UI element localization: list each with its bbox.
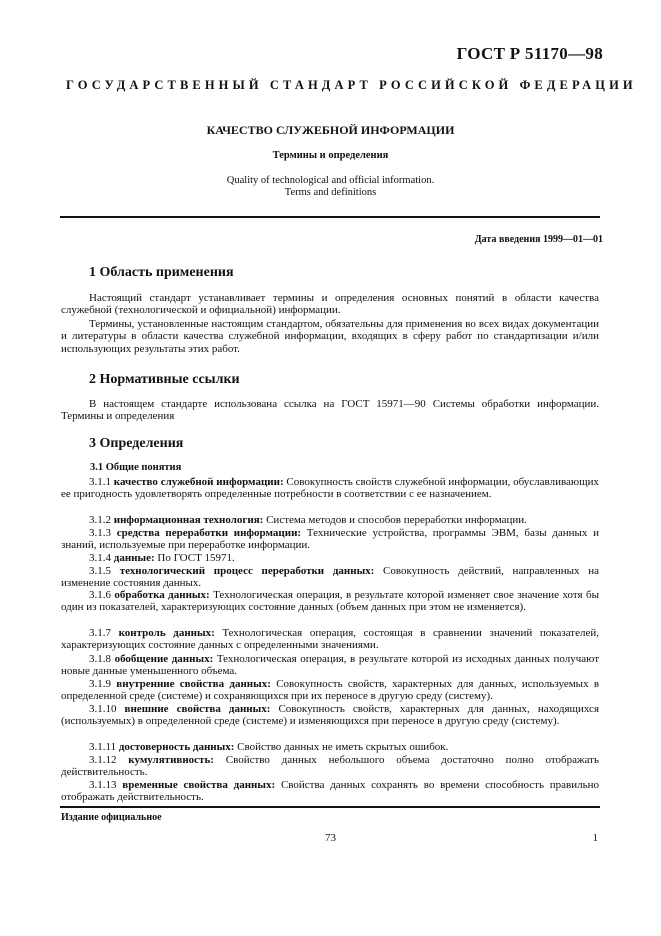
definition-term: средства переработки информации:	[116, 527, 302, 539]
definition-term: временные свойства данных:	[122, 779, 276, 791]
definition-number: 3.1.11	[89, 741, 117, 753]
divider-bottom	[60, 806, 600, 808]
definition-term: качество служебной информации:	[113, 476, 284, 488]
definition-item	[61, 565, 599, 590]
definition-term: контроль данных:	[118, 627, 215, 639]
definition-number: 3.1.13	[89, 779, 117, 791]
sheet-number: 1	[592, 832, 598, 844]
divider-top	[60, 216, 600, 218]
definition-number: 3.1.2	[89, 514, 111, 526]
definition-item	[61, 476, 599, 501]
definition-text: Свойство данных не иметь скрытых ошибок.	[237, 741, 449, 753]
definition-text: Свойства данных сохранять во времени способность правильно отображать действительность.	[61, 779, 600, 804]
section-3-heading: 3 Определения	[89, 436, 184, 451]
definition-text: Технические устройства, программы ЭВМ, базы данных и знаний, используемые при переработке информации.	[61, 527, 600, 552]
section-2-heading: 2 Нормативные ссылки	[89, 372, 240, 387]
english-title-line1: Quality of technological and official information.	[226, 175, 435, 186]
definition-text: Система методов и способов переработки информации.	[266, 514, 527, 526]
definition-term: информационная технология:	[113, 514, 264, 526]
subsection-3-1-heading: 3.1 Общие понятия	[90, 462, 182, 473]
definition-term: достоверность данных:	[118, 741, 235, 753]
english-title-line2: Terms and definitions	[284, 187, 377, 198]
definition-text: Совокупность свойств, характерных для данных, используемых в определенной среде (системе) и сохраняющихся при их переносе в другую среду (систему).	[61, 678, 600, 703]
definition-number: 3.1.4	[89, 552, 111, 564]
definition-text: Свойство данных небольшого объема достаточно полно отображать действительность.	[61, 754, 599, 779]
definition-text: Совокупность действий, направленных на изменение состояния данных.	[61, 565, 599, 590]
definition-number: 3.1.10	[89, 703, 117, 715]
definition-item	[61, 741, 599, 753]
definition-item	[61, 527, 599, 552]
standard-code: ГОСТ Р 51170—98	[456, 44, 603, 63]
definition-term: технологический процесс переработки данных:	[119, 565, 375, 577]
definition-item	[61, 779, 599, 804]
definition-term: внутренние свойства данных:	[116, 678, 271, 690]
state-standard-heading: ГОСУДАРСТВЕННЫЙ СТАНДАРТ РОССИЙСКОЙ ФЕДЕРАЦИИ	[66, 78, 637, 92]
definition-number: 3.1.12	[89, 754, 117, 766]
definition-text: По ГОСТ 15971.	[157, 552, 235, 564]
definition-item	[61, 552, 599, 564]
introduction-date: Дата введения 1999—01—01	[474, 234, 603, 245]
definition-term: данные:	[113, 552, 155, 564]
definition-number: 3.1.5	[89, 565, 111, 577]
english-title	[0, 175, 661, 199]
definition-item	[61, 754, 599, 779]
definition-item	[61, 703, 599, 728]
section-1-heading: 1 Область применения	[89, 265, 234, 280]
section-2-paragraph-1: В настоящем стандарте использована ссылка на ГОСТ 15971—90 Системы обработки информации. Термины и определения	[61, 398, 599, 423]
definition-item	[61, 627, 599, 652]
definition-term: внешние свойства данных:	[124, 703, 271, 715]
definition-text: Технологическая операция, в результате которой из исходных данных получают новые данные уменьшенного объема.	[61, 653, 600, 678]
definition-text: Технологическая операция, в результате которой изменяет свое значение хотя бы один из показателей, характеризующих состояние данных (объем данных при этом не изменяется).	[61, 589, 599, 614]
definition-number: 3.1.3	[89, 527, 111, 539]
definition-item	[61, 653, 599, 678]
page-number: 73	[325, 832, 336, 844]
definition-item	[61, 589, 599, 614]
definition-term: обобщение данных:	[114, 653, 214, 665]
definition-text: Совокупность свойств служебной информации, обуславливающих ее пригодность удовлетворять определенные потребности в соответствии с ее назначением.	[61, 476, 599, 501]
edition-label: Издание официальное	[61, 812, 162, 823]
definition-term: обработка данных:	[114, 589, 210, 601]
definition-number: 3.1.6	[89, 589, 111, 601]
definition-term: кумулятивность:	[128, 754, 214, 766]
definition-number: 3.1.8	[89, 653, 111, 665]
definition-text: Технологическая операция, состоящая в сравнении значений показателей, характеризующих состояние данных с определенными значениями.	[61, 627, 599, 652]
definition-item	[61, 514, 599, 526]
definition-text: Совокупность свойств, характерных для данных, находящихся (используемых) в определенной среде (системе) и изменяющихся при переносе в другую среду (систему).	[61, 703, 599, 728]
definition-number: 3.1.9	[89, 678, 111, 690]
definition-number: 3.1.7	[89, 627, 111, 639]
definition-number: 3.1.1	[89, 476, 111, 488]
document-title: КАЧЕСТВО СЛУЖЕБНОЙ ИНФОРМАЦИИ	[206, 123, 455, 137]
definition-item	[61, 678, 599, 703]
section-1-paragraph-2: Термины, установленные настоящим стандартом, обязательны для применения во всех видах документации и литературы в области качества служебной информации, входящих в сферу работ по стандартизации и/или использующих результаты этих работ.	[61, 318, 599, 355]
section-1-paragraph-1: Настоящий стандарт устанавливает термины и определения основных понятий в области качества служебной (технологической и официальной) информации.	[61, 292, 599, 317]
document-subtitle: Термины и определения	[272, 150, 389, 161]
